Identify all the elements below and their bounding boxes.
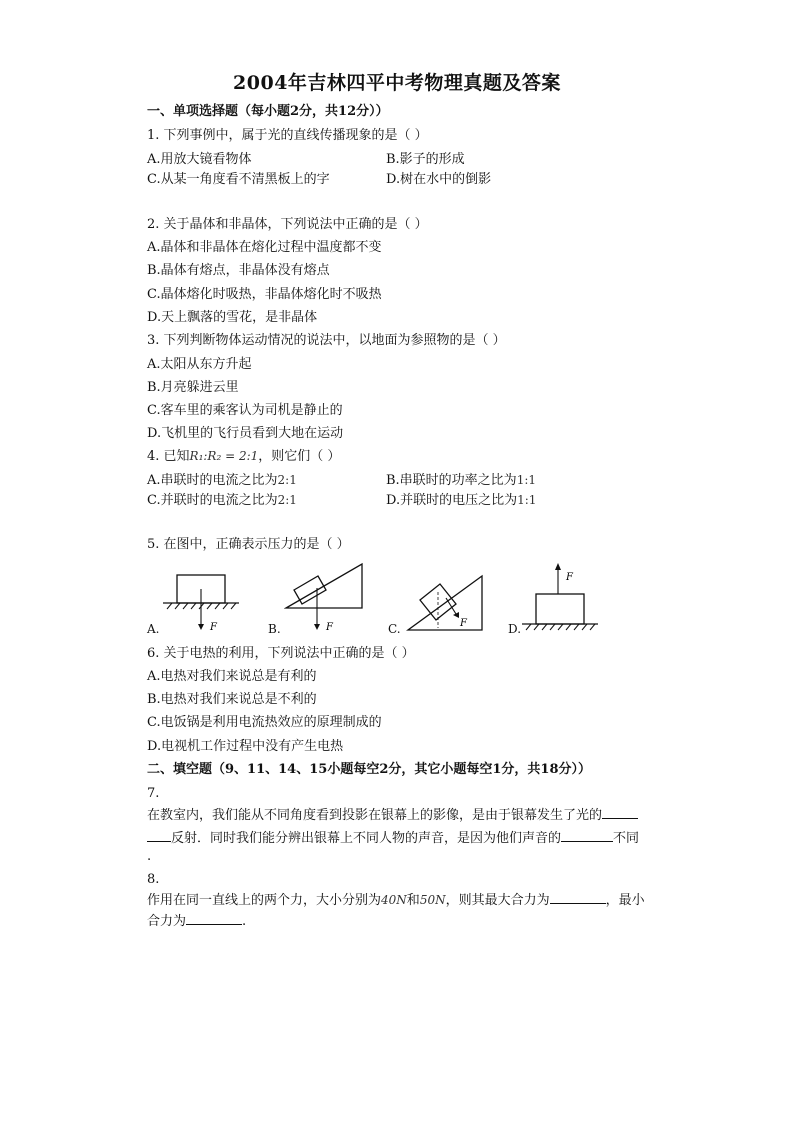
- q8-line-1-mid: ，则其最大合力为: [445, 893, 550, 908]
- q4-option-c: [147, 491, 297, 510]
- q5-label-c: C.: [388, 622, 401, 636]
- q4-option-d-ratio: 1:1: [517, 493, 537, 507]
- q1-option-d: D.树在水中的倒影: [386, 172, 492, 187]
- q3-option-d: D.飞机里的飞行员看到大地在运动: [147, 426, 344, 441]
- q4-stem-prefix: 4. 已知: [147, 449, 190, 464]
- q3-option-c: C.客车里的乘客认为司机是静止的: [147, 403, 343, 418]
- q5-figure-a: [163, 560, 241, 636]
- q5-figure-d: [522, 560, 600, 636]
- q7-line-2-suffix: 不同: [613, 831, 640, 846]
- section-1-heading: 一、单项选择题（每小题2分，共12分））: [147, 104, 389, 119]
- q1-stem: 1. 下列事例中，属于光的直线传播现象的是（ ）: [147, 128, 428, 143]
- q5-figure-b: [284, 560, 366, 636]
- q4-option-c-text: C.并联时的电流之比为: [147, 493, 278, 508]
- section-2-heading: 二、填空题（9、11、14、15小题每空2分，其它小题每空1分，共18分））: [147, 762, 591, 777]
- q2-option-b: B.晶体有熔点，非晶体没有熔点: [147, 263, 330, 278]
- q4-option-b-text: B.串联时的功率之比为: [386, 473, 517, 488]
- q5-label-b: B.: [268, 622, 281, 636]
- q5-figure-c-force-label: F: [460, 618, 467, 629]
- q7-line-2: [147, 829, 639, 848]
- q8-line-2-text: 合力为: [147, 914, 187, 929]
- q6-option-d: D.电视机工作过程中没有产生电热: [147, 739, 344, 754]
- q7-line-3: .: [147, 849, 152, 864]
- q8-line-2-end: .: [242, 914, 247, 929]
- q4-option-d: [386, 491, 536, 510]
- q4-stem-suffix: ，则它们（ ）: [258, 449, 341, 464]
- q7-blank-1: [602, 806, 638, 819]
- q5-label-a: A.: [147, 622, 160, 636]
- q3-stem: 3. 下列判断物体运动情况的说法中，以地面为参照物的是（ ）: [147, 333, 506, 348]
- q8-number: 8.: [147, 872, 160, 887]
- q5-figure-d-force-label: F: [566, 572, 573, 583]
- q6-stem: 6. 关于电热的利用，下列说法中正确的是（ ）: [147, 646, 415, 661]
- q4-option-c-ratio: 2:1: [277, 493, 297, 507]
- q6-option-c: C.电饭锅是利用电流热效应的原理制成的: [147, 715, 382, 730]
- q4-option-a: [147, 471, 297, 490]
- q2-option-a: A.晶体和非晶体在熔化过程中温度都不变: [147, 240, 382, 255]
- q5-figure-a-force-label: F: [210, 622, 217, 633]
- q8-line-1-end: ，最小: [605, 893, 645, 908]
- q7-blank-2: [561, 829, 613, 842]
- q8-line-1: [147, 891, 645, 910]
- q5-figure-c: [404, 560, 486, 636]
- q4-formula: R₁:R₂ = 2:1: [189, 449, 259, 463]
- q5-figure-b-force-label: F: [326, 622, 333, 633]
- q6-option-a: A.电热对我们来说总是有利的: [147, 669, 317, 684]
- q8-value-2: 50N: [419, 893, 446, 907]
- q2-stem: 2. 关于晶体和非晶体，下列说法中正确的是（ ）: [147, 217, 428, 232]
- q5-label-d: D.: [508, 622, 522, 636]
- q7-line-1-text: 在教室内，我们能从不同角度看到投影在银幕上的影像，是由于银幕发生了光的: [147, 808, 603, 823]
- q5-stem: 5. 在图中，正确表示压力的是（ ）: [147, 537, 350, 552]
- q7-blank-1-cont: [147, 829, 171, 842]
- q1-option-b: B.影子的形成: [386, 152, 465, 167]
- q6-option-b: B.电热对我们来说总是不利的: [147, 692, 317, 707]
- q4-option-a-ratio: 2:1: [277, 473, 297, 487]
- q8-value-1: 40N: [381, 893, 407, 907]
- q1-option-a: A.用放大镜看物体: [147, 152, 252, 167]
- q3-option-b: B.月亮躲进云里: [147, 380, 239, 395]
- q8-line-2: [147, 912, 246, 931]
- q3-option-a: A.太阳从东方升起: [147, 357, 252, 372]
- q4-option-b-ratio: 1:1: [516, 473, 536, 487]
- q4-option-d-text: D.并联时的电压之比为: [386, 493, 518, 508]
- q4-option-b: [386, 471, 536, 490]
- q7-line-2-text: 反射．同时我们能分辨出银幕上不同人物的声音，是因为他们声音的: [171, 831, 562, 846]
- q8-blank-2: [186, 912, 242, 925]
- q2-option-d: D.天上飘落的雪花，是非晶体: [147, 310, 318, 325]
- q4-option-a-text: A.串联时的电流之比为: [147, 473, 278, 488]
- page-title: 2004年吉林四平中考物理真题及答案: [233, 72, 561, 94]
- q7-number: 7.: [147, 786, 160, 801]
- q2-option-c: C.晶体熔化时吸热，非晶体熔化时不吸热: [147, 287, 382, 302]
- q8-and: 和: [406, 893, 420, 908]
- q8-blank-1: [550, 891, 606, 904]
- q7-line-1: [147, 806, 638, 825]
- q8-line-1-text: 作用在同一直线上的两个力，大小分别为: [147, 893, 382, 908]
- q4-stem: [147, 447, 340, 466]
- q1-option-c: C.从某一角度看不清黑板上的字: [147, 172, 330, 187]
